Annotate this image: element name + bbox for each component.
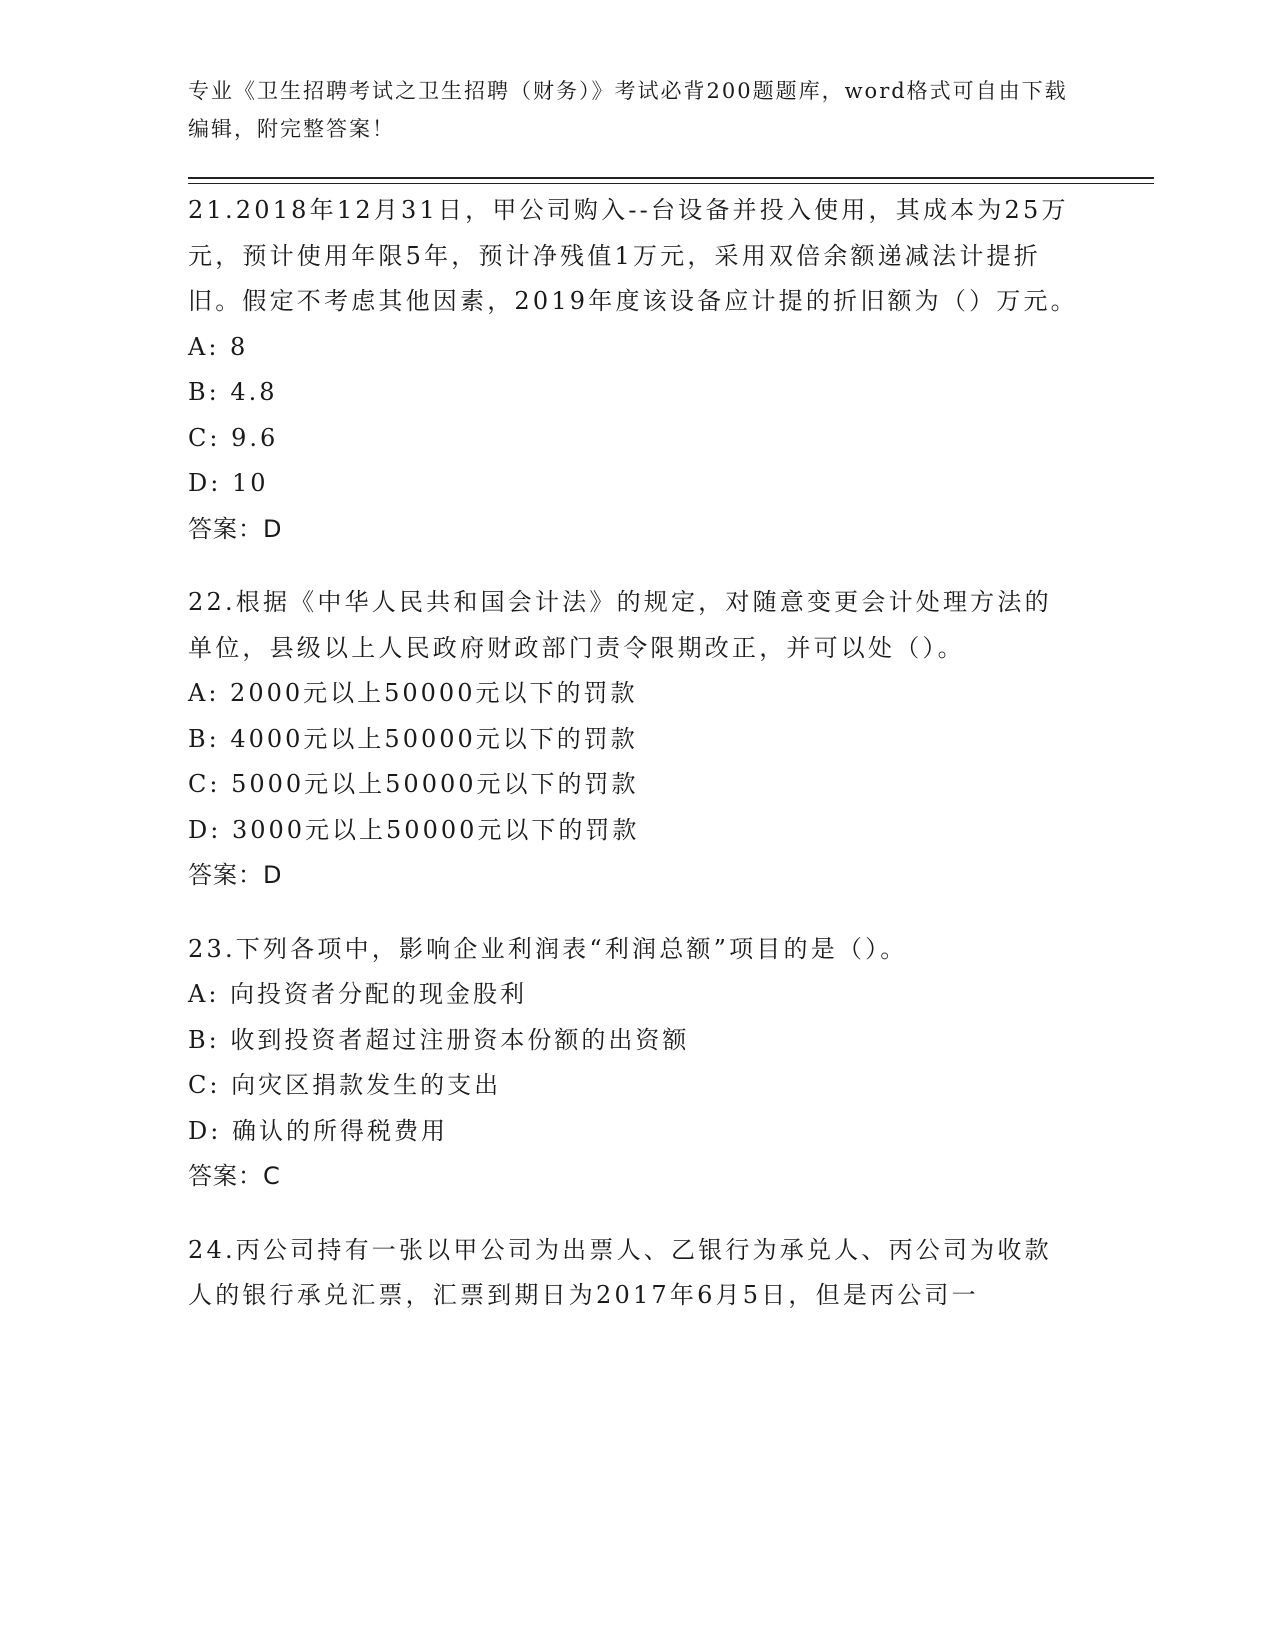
option-c: C: 向灾区捐款发生的支出 [188,1071,502,1099]
answer-line: 答案：C [188,1162,281,1190]
option-d: D: 确认的所得税费用 [188,1116,448,1145]
header-rule-thin [188,183,1154,184]
question-list [188,188,1078,1347]
document-header: 专业《卫生招聘考试之卫生招聘（财务）》考试必背200题题库，word格式可自由下载编辑，附完整答案！ [188,79,1068,141]
question-24 [188,1228,1078,1319]
option-b: B: 4000元以上50000元以下的罚款 [188,724,638,753]
option-a: A: 8 [188,332,249,361]
question-stem: 24.丙公司持有一张以甲公司为出票人、乙银行为承兑人、丙公司为收款人的银行承兑汇票，汇票到期日为2017年6月5日，但是丙公司一 [188,1235,1052,1309]
question-22 [188,580,1078,899]
question-21 [188,188,1078,552]
option-d: D: 10 [188,469,269,497]
option-b: B: 收到投资者超过注册资本份额的出资额 [188,1025,690,1054]
question-stem: 21.2018年12月31日，甲公司购入--台设备并投入使用，其成本为25万元，预计使用年限5年，预计净残值1万元，采用双倍余额递减法计提折旧。假定不考虑其他因素，2019年度该设备应计提的折旧额为（）万元。 [188,196,1078,315]
answer-line: 答案：D [188,514,283,543]
option-d: D: 3000元以上50000元以下的罚款 [188,815,640,844]
answer-line: 答案：D [188,861,283,889]
question-stem: 22.根据《中华人民共和国会计法》的规定，对随意变更会计处理方法的单位，县级以上人民政府财政部门责令限期改正，并可以处（）。 [188,588,1052,662]
question-23 [188,927,1078,1200]
option-a: A: 向投资者分配的现金股利 [188,980,528,1008]
option-b: B: 4.8 [188,378,278,406]
option-c: C: 9.6 [188,423,279,452]
header-rule-thick [188,177,1154,179]
option-a: A: 2000元以上50000元以下的罚款 [188,679,638,707]
question-stem: 23.下列各项中，影响企业利润表“利润总额”项目的是（）。 [188,934,908,963]
option-c: C: 5000元以上50000元以下的罚款 [188,770,639,798]
